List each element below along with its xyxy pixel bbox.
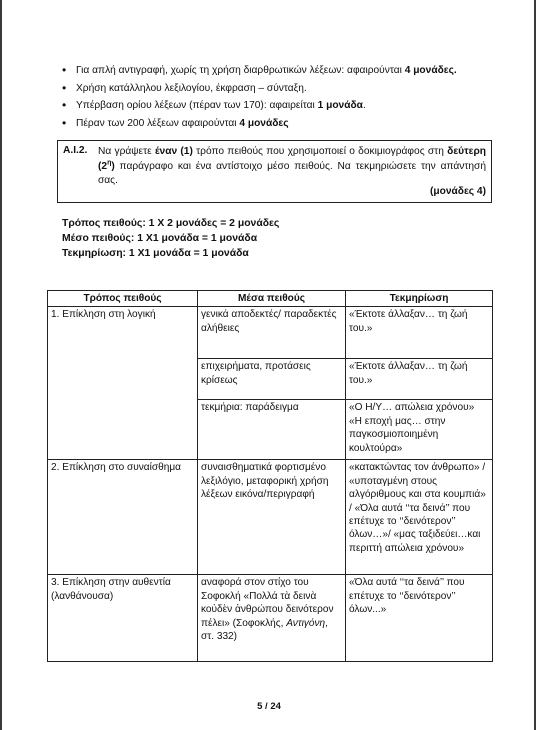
header-mode: Τρόπος πειθούς — [48, 291, 198, 307]
means-cell: συναισθηματικά φορτισμένο λεξιλόγιο, μεταφορική χρήση λέξεων εικόνα/περιγραφή — [198, 460, 346, 575]
scoring-line: Τρόπος πειθούς: 1 Χ 2 μονάδες = 2 μονάδες — [62, 218, 280, 229]
table-header-row — [48, 291, 493, 307]
mode-cell: 1. Επίκληση στη λογική — [48, 307, 198, 460]
question-text: Να γράψετε έναν (1) τρόπο πειθούς που χρησιμοποιεί ο δοκιμιογράφος στη δεύτερη $(2^\eta)$ παράγραφο και ένα αντίστοιχο μέσο πειθούς. Να τεκμηριώσετε την απάντησή σας. — [98, 146, 486, 186]
table-row — [48, 460, 493, 575]
table-row — [48, 575, 493, 662]
answer-table — [47, 290, 493, 662]
evidence-cell: «Ο Η/Υ… απώλεια χρόνου» «Η εποχή μας… στην παγκοσμιοποιημένη κουλτούρα» — [346, 400, 493, 460]
scoring-breakdown — [62, 216, 279, 261]
header-evidence: Τεκμηρίωση — [346, 291, 493, 307]
bullet-item: • Πέραν των 200 λέξεων αφαιρούνται 4 μονάδες — [62, 115, 492, 133]
scoring-line: Μέσο πειθούς: 1 Χ1 μονάδα = 1 μονάδα — [62, 233, 258, 244]
question-box — [57, 140, 492, 203]
means-cell: τεκμήρια: παράδειγμα — [198, 400, 346, 460]
mode-cell: 3. Επίκληση στην αυθεντία (λανθάνουσα) — [48, 575, 198, 662]
page-number: 5 / 24 — [257, 701, 281, 712]
page-frame-left — [0, 0, 2, 730]
grading-bullets — [62, 62, 492, 132]
mode-cell: 2. Επίκληση στο συναίσθημα — [48, 460, 198, 575]
evidence-cell: «Έκτοτε άλλαξαν… τη ζωή του.» — [346, 359, 493, 400]
means-cell: επιχειρήματα, προτάσεις κρίσεως — [198, 359, 346, 400]
bullet-item: • Για απλή αντιγραφή, χωρίς τη χρήση διαρθρωτικών λέξεων: αφαιρούνται 4 μονάδες. — [62, 62, 492, 80]
table-row — [48, 307, 493, 359]
means-cell: γενικά αποδεκτές/ παραδεκτές αλήθειες — [198, 307, 346, 359]
header-means: Μέσα πειθούς — [198, 291, 346, 307]
evidence-cell: «Έκτοτε άλλαξαν… τη ζωή του.» — [346, 307, 493, 359]
evidence-cell: «κατακτώντας τον άνθρωπο» / «υποταγμένη στους αλγόριθμους και στα κουμπιά» / «Όλα αυτά ‘‘τα δεινά’’ που επέτυχε το ‘‘δεινότερον’’ όλων…»/ «μας ταξιδεύει…και περιττή απώλεια χρόνου» — [346, 460, 493, 575]
bullet-item: • Χρήση κατάλληλου λεξιλογίου, έκφραση – σύνταξη. — [62, 80, 492, 98]
page-frame-right — [534, 0, 536, 730]
evidence-cell: «Όλα αυτά ‘‘τα δεινά’’ που επέτυχε το ‘‘δεινότερον’’ όλων...» — [346, 575, 493, 662]
bullet-item: • Υπέρβαση ορίου λέξεων (πέραν των 170): αφαιρείται 1 μονάδα. — [62, 97, 492, 115]
question-label: A.I.2. — [63, 145, 88, 156]
question-points: (μονάδες 4) — [430, 186, 486, 197]
scoring-line: Τεκμηρίωση: 1 Χ1 μονάδα = 1 μονάδα — [62, 248, 249, 259]
means-cell: αναφορά στον στίχο του Σοφοκλή «Πολλά τὰ δεινὰ κοὐδὲν ἀνθρώπου δεινότερον πέλει» (Σοφοκλής, Αντιγόνη, στ. 332) — [198, 575, 346, 662]
